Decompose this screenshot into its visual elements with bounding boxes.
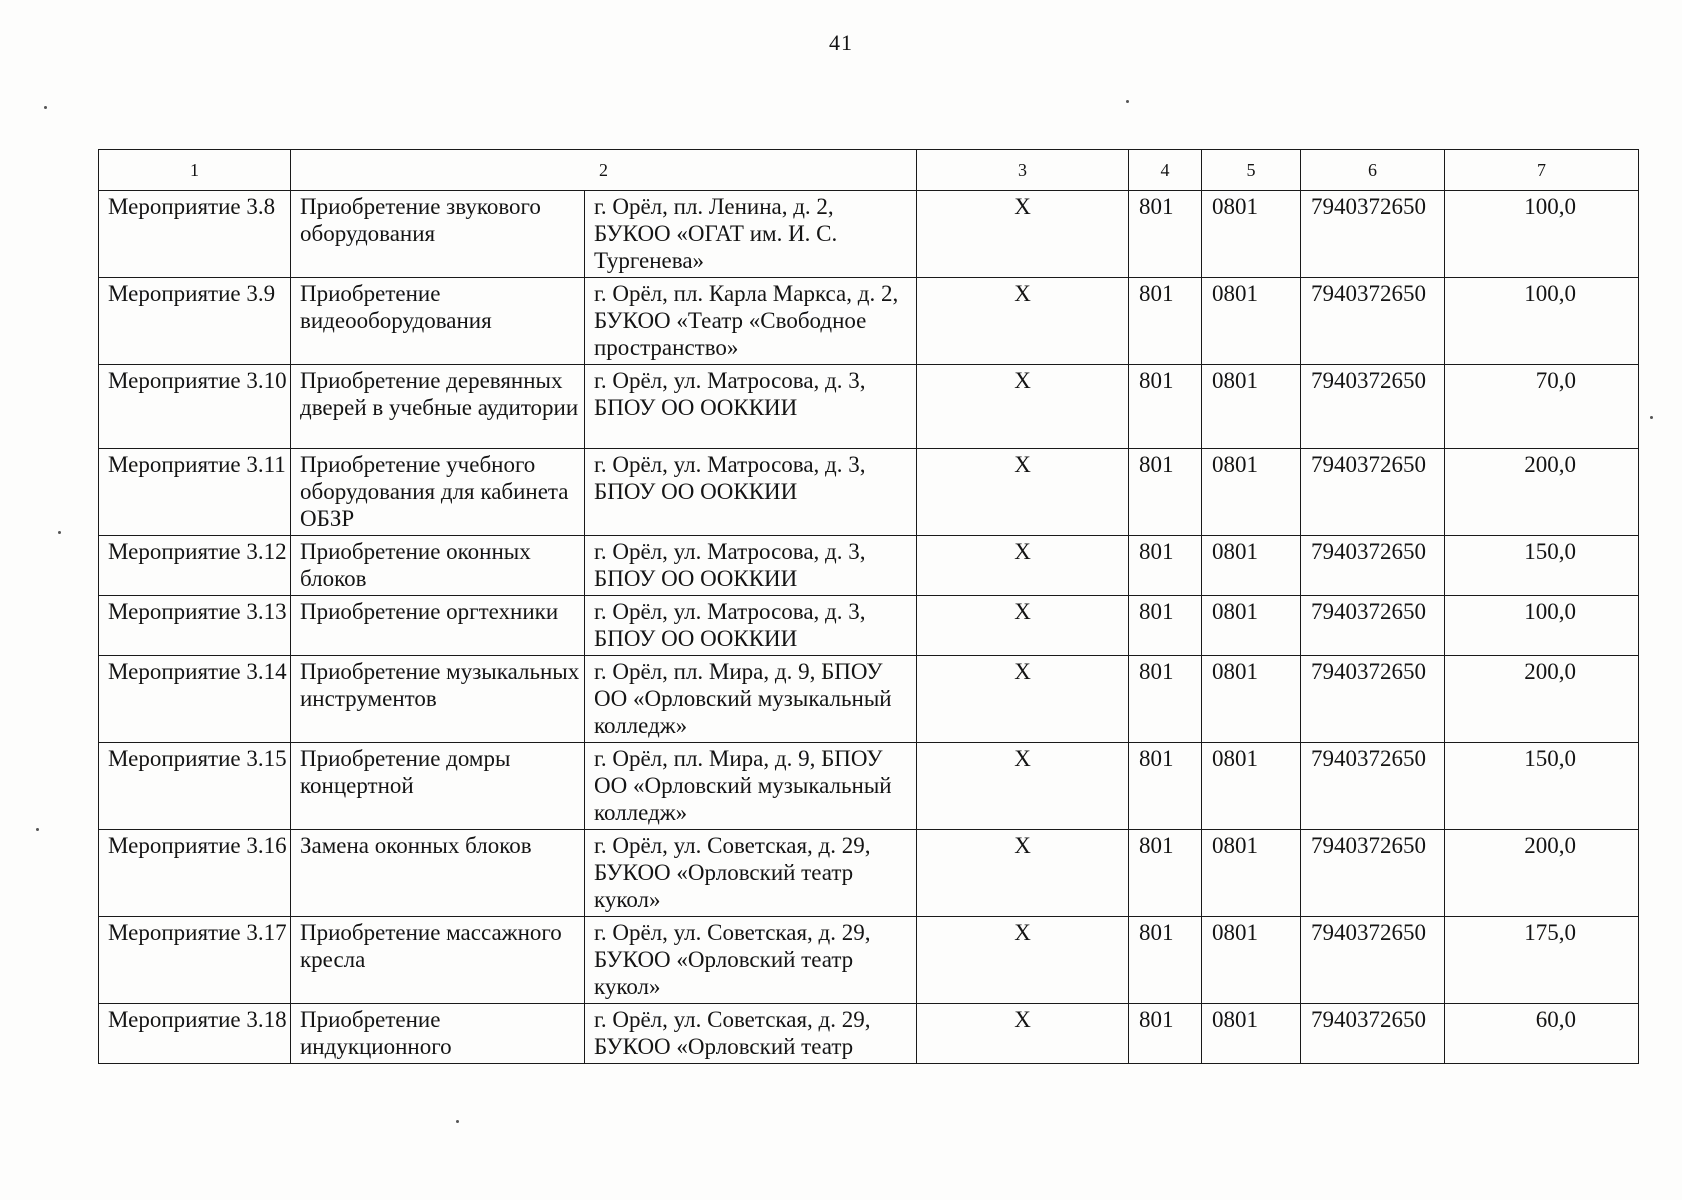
event-cell: Мероприятие 3.10: [99, 365, 291, 449]
col5-cell: 0801: [1202, 191, 1301, 278]
event-cell: Мероприятие 3.9: [99, 278, 291, 365]
table-row: [99, 536, 1639, 596]
col4-cell: 801: [1129, 536, 1202, 596]
col6-cell: 7940372650: [1301, 1004, 1445, 1064]
address-cell: г. Орёл, пл. Мира, д. 9, БПОУ ОО «Орловский музыкальный колледж»: [585, 656, 917, 743]
col7-cell: 100,0: [1445, 278, 1639, 365]
event-cell: Мероприятие 3.12: [99, 536, 291, 596]
event-cell: Мероприятие 3.14: [99, 656, 291, 743]
col3-cell: Х: [917, 191, 1129, 278]
col5-cell: 0801: [1202, 596, 1301, 656]
event-cell: Мероприятие 3.18: [99, 1004, 291, 1064]
col3-cell: Х: [917, 278, 1129, 365]
col3-cell: Х: [917, 449, 1129, 536]
table-row: [99, 743, 1639, 830]
scan-speck: [1650, 416, 1653, 419]
col3-cell: Х: [917, 917, 1129, 1004]
address-cell: г. Орёл, ул. Советская, д. 29, БУКОО «Орловский театр кукол»: [585, 830, 917, 917]
event-cell: Мероприятие 3.11: [99, 449, 291, 536]
scan-speck: [1126, 100, 1129, 103]
col4-cell: 801: [1129, 656, 1202, 743]
name-cell: Приобретение деревянных дверей в учебные аудитории: [291, 365, 585, 449]
col7-cell: 175,0: [1445, 917, 1639, 1004]
scan-speck: [44, 106, 47, 109]
col7-cell: 150,0: [1445, 743, 1639, 830]
col5-cell: 0801: [1202, 917, 1301, 1004]
col5-cell: 0801: [1202, 449, 1301, 536]
col3-cell: Х: [917, 1004, 1129, 1064]
col3-cell: Х: [917, 743, 1129, 830]
header-col-7: 7: [1445, 150, 1639, 191]
col4-cell: 801: [1129, 449, 1202, 536]
name-cell: Приобретение оргтехники: [291, 596, 585, 656]
name-cell: Приобретение учебного оборудования для кабинета ОБЗР: [291, 449, 585, 536]
col5-cell: 0801: [1202, 365, 1301, 449]
address-cell: г. Орёл, ул. Советская, д. 29, БУКОО «Орловский театр: [585, 1004, 917, 1064]
name-cell: Приобретение массажного кресла: [291, 917, 585, 1004]
col5-cell: 0801: [1202, 536, 1301, 596]
col6-cell: 7940372650: [1301, 596, 1445, 656]
name-cell: Приобретение музыкальных инструментов: [291, 656, 585, 743]
address-cell: г. Орёл, ул. Матросова, д. 3, БПОУ ОО ООККИИ: [585, 536, 917, 596]
col6-cell: 7940372650: [1301, 191, 1445, 278]
col6-cell: 7940372650: [1301, 365, 1445, 449]
col6-cell: 7940372650: [1301, 536, 1445, 596]
scan-speck: [58, 531, 61, 534]
name-cell: Приобретение звукового оборудования: [291, 191, 585, 278]
col4-cell: 801: [1129, 596, 1202, 656]
col4-cell: 801: [1129, 1004, 1202, 1064]
col4-cell: 801: [1129, 365, 1202, 449]
col7-cell: 200,0: [1445, 449, 1639, 536]
col3-cell: Х: [917, 656, 1129, 743]
table-row: [99, 830, 1639, 917]
header-row: [99, 150, 1639, 191]
col3-cell: Х: [917, 830, 1129, 917]
events-table: [98, 149, 1638, 1064]
scan-speck: [456, 1120, 459, 1123]
header-col-1: 1: [99, 150, 291, 191]
header-col-3: 3: [917, 150, 1129, 191]
name-cell: Приобретение видеооборудования: [291, 278, 585, 365]
col4-cell: 801: [1129, 917, 1202, 1004]
table-row: [99, 917, 1639, 1004]
address-cell: г. Орёл, ул. Советская, д. 29, БУКОО «Орловский театр кукол»: [585, 917, 917, 1004]
header-col-2: 2: [291, 150, 917, 191]
col6-cell: 7940372650: [1301, 656, 1445, 743]
col7-cell: 200,0: [1445, 656, 1639, 743]
col5-cell: 0801: [1202, 743, 1301, 830]
col7-cell: 150,0: [1445, 536, 1639, 596]
table-row: [99, 449, 1639, 536]
header-col-4: 4: [1129, 150, 1202, 191]
col6-cell: 7940372650: [1301, 278, 1445, 365]
name-cell: Приобретение оконных блоков: [291, 536, 585, 596]
name-cell: Приобретение домры концертной: [291, 743, 585, 830]
table-row: [99, 365, 1639, 449]
event-cell: Мероприятие 3.15: [99, 743, 291, 830]
col3-cell: Х: [917, 365, 1129, 449]
col6-cell: 7940372650: [1301, 743, 1445, 830]
table-row: [99, 1004, 1639, 1064]
table: [98, 149, 1639, 1064]
address-cell: г. Орёл, пл. Мира, д. 9, БПОУ ОО «Орловский музыкальный колледж»: [585, 743, 917, 830]
table-row: [99, 278, 1639, 365]
col7-cell: 100,0: [1445, 191, 1639, 278]
page-number: 41: [829, 30, 853, 55]
address-cell: г. Орёл, ул. Матросова, д. 3, БПОУ ОО ООККИИ: [585, 365, 917, 449]
event-cell: Мероприятие 3.17: [99, 917, 291, 1004]
event-cell: Мероприятие 3.13: [99, 596, 291, 656]
table-row: [99, 191, 1639, 278]
scan-speck: [36, 828, 39, 831]
col4-cell: 801: [1129, 278, 1202, 365]
col7-cell: 100,0: [1445, 596, 1639, 656]
col6-cell: 7940372650: [1301, 830, 1445, 917]
col5-cell: 0801: [1202, 278, 1301, 365]
table-body: [99, 191, 1639, 1064]
col7-cell: 200,0: [1445, 830, 1639, 917]
address-cell: г. Орёл, пл. Карла Маркса, д. 2, БУКОО «Театр «Свободное пространство»: [585, 278, 917, 365]
name-cell: Приобретение индукционного: [291, 1004, 585, 1064]
address-cell: г. Орёл, ул. Матросова, д. 3, БПОУ ОО ООККИИ: [585, 596, 917, 656]
col3-cell: Х: [917, 536, 1129, 596]
col7-cell: 70,0: [1445, 365, 1639, 449]
address-cell: г. Орёл, ул. Матросова, д. 3, БПОУ ОО ООККИИ: [585, 449, 917, 536]
col4-cell: 801: [1129, 743, 1202, 830]
col3-cell: Х: [917, 596, 1129, 656]
header-col-6: 6: [1301, 150, 1445, 191]
header-col-5: 5: [1202, 150, 1301, 191]
table-row: [99, 656, 1639, 743]
event-cell: Мероприятие 3.16: [99, 830, 291, 917]
col4-cell: 801: [1129, 830, 1202, 917]
address-cell: г. Орёл, пл. Ленина, д. 2, БУКОО «ОГАТ им. И. С. Тургенева»: [585, 191, 917, 278]
col5-cell: 0801: [1202, 656, 1301, 743]
table-row: [99, 596, 1639, 656]
col6-cell: 7940372650: [1301, 449, 1445, 536]
name-cell: Замена оконных блоков: [291, 830, 585, 917]
col5-cell: 0801: [1202, 830, 1301, 917]
col7-cell: 60,0: [1445, 1004, 1639, 1064]
col4-cell: 801: [1129, 191, 1202, 278]
col5-cell: 0801: [1202, 1004, 1301, 1064]
col6-cell: 7940372650: [1301, 917, 1445, 1004]
event-cell: Мероприятие 3.8: [99, 191, 291, 278]
